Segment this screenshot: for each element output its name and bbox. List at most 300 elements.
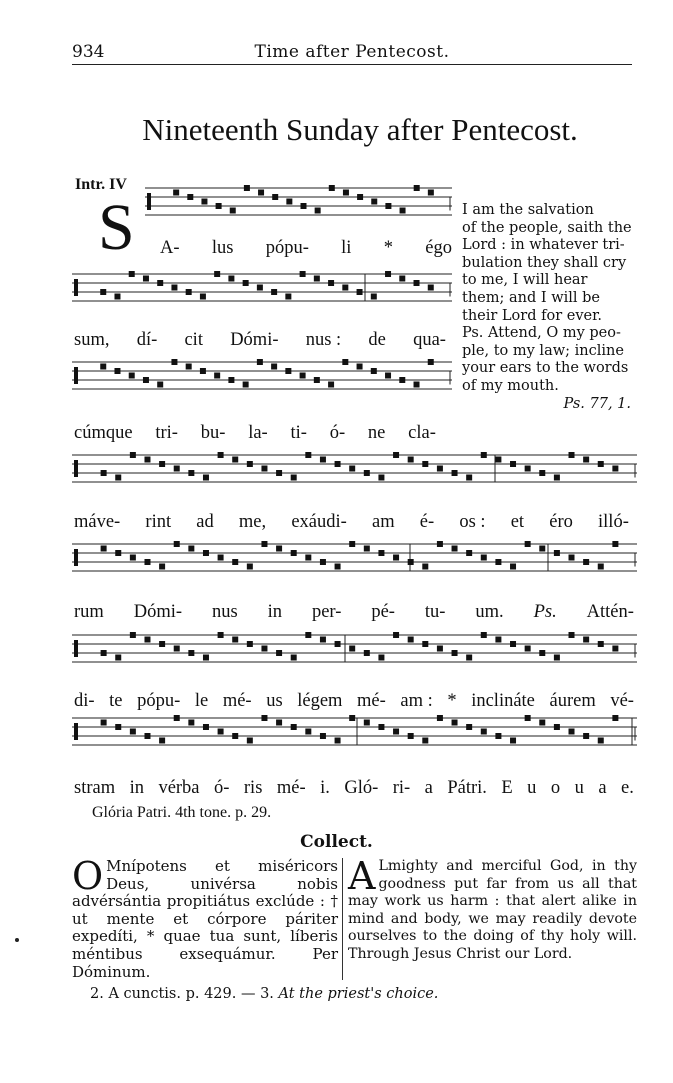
neume-note xyxy=(569,555,575,561)
neume-note xyxy=(437,715,443,721)
lyric-syllable: te xyxy=(109,691,123,711)
neume-note xyxy=(328,280,334,286)
neume-note xyxy=(364,650,370,656)
neume-note xyxy=(159,641,165,647)
lyric-syllable: Ps. xyxy=(533,602,557,622)
neume-note xyxy=(612,466,618,472)
lyric-syllable: sum, xyxy=(74,330,110,350)
neume-note xyxy=(525,541,531,547)
lyric-syllable: rint xyxy=(145,512,172,532)
neume-note xyxy=(510,641,516,647)
neume-note xyxy=(320,457,326,463)
neume-note xyxy=(291,475,297,481)
neume-note xyxy=(173,190,179,196)
neume-note xyxy=(583,733,589,739)
lyric-syllable: am xyxy=(371,512,395,532)
lyric-syllable: mé- xyxy=(276,778,306,798)
neume-note xyxy=(200,368,206,374)
neume-note xyxy=(539,720,545,726)
lyric-syllable: vérba xyxy=(158,778,200,798)
lyric-syllable: inclináte xyxy=(471,691,535,711)
translation-line: ple, to my law; incline xyxy=(462,342,624,359)
footnote-choice: At the priest's choice. xyxy=(278,986,439,1002)
neume-note xyxy=(437,466,443,472)
neume-note xyxy=(414,280,420,286)
neume-note xyxy=(510,738,516,744)
neume-note xyxy=(364,470,370,476)
neume-note xyxy=(612,541,618,547)
lyric-syllable: é- xyxy=(419,512,435,532)
neume-note xyxy=(257,359,263,365)
clef-icon xyxy=(74,367,78,384)
neume-note xyxy=(130,555,136,561)
lyric-syllable: me, xyxy=(238,512,267,532)
lyric-syllable: E xyxy=(501,778,513,798)
neume-note xyxy=(271,364,277,370)
neume-note xyxy=(115,550,121,556)
neume-note xyxy=(243,382,249,388)
translation-line: of the people, saith the xyxy=(462,219,632,236)
neume-note xyxy=(408,457,414,463)
staff-system xyxy=(145,180,462,227)
staff-system xyxy=(72,447,647,494)
neume-note xyxy=(371,294,377,300)
neume-note xyxy=(481,452,487,458)
neume-note xyxy=(291,655,297,661)
neume-note xyxy=(301,203,307,209)
running-head: Time after Pentecost. xyxy=(254,42,450,62)
neume-note xyxy=(349,541,355,547)
lyric-syllable: mé- xyxy=(357,691,386,711)
neume-note xyxy=(408,637,414,643)
neume-note xyxy=(188,650,194,656)
lyric-syllable: nus : xyxy=(305,330,342,350)
neume-note xyxy=(171,285,177,291)
lyric-syllable: ne xyxy=(367,423,386,443)
neume-note xyxy=(276,720,282,726)
neume-note xyxy=(357,364,363,370)
neume-note xyxy=(349,466,355,472)
neume-note xyxy=(258,190,264,196)
neume-note xyxy=(357,289,363,295)
lyric-line xyxy=(74,602,634,623)
neume-note xyxy=(101,470,107,476)
clef-icon xyxy=(147,193,151,210)
neume-note xyxy=(466,724,472,730)
neume-note xyxy=(495,559,501,565)
neume-note xyxy=(554,655,560,661)
neume-note xyxy=(314,276,320,282)
neume-note xyxy=(342,359,348,365)
neume-note xyxy=(320,733,326,739)
neume-note xyxy=(320,637,326,643)
lyric-line xyxy=(74,512,629,533)
neume-note xyxy=(525,715,531,721)
neume-note xyxy=(276,650,282,656)
neume-note xyxy=(349,715,355,721)
neume-note xyxy=(188,546,194,552)
neume-note xyxy=(428,285,434,291)
neume-note xyxy=(115,724,121,730)
collect-latin xyxy=(72,854,338,981)
neume-note xyxy=(428,190,434,196)
lyric-syllable: Dómi- xyxy=(133,602,183,622)
neume-note xyxy=(539,650,545,656)
neume-note xyxy=(276,546,282,552)
lyric-syllable: o xyxy=(550,778,561,798)
neume-note xyxy=(554,475,560,481)
neume-note xyxy=(466,475,472,481)
neume-note xyxy=(452,546,458,552)
lyric-syllable: A- xyxy=(160,238,180,258)
staff-system xyxy=(72,710,647,757)
column-divider xyxy=(342,858,343,980)
neume-note xyxy=(203,475,209,481)
neume-note xyxy=(335,641,341,647)
neume-note xyxy=(349,646,355,652)
lyric-syllable: i. xyxy=(320,778,330,798)
neume-note xyxy=(218,452,224,458)
neume-note xyxy=(130,452,136,458)
neume-note xyxy=(100,364,106,370)
neume-note xyxy=(495,637,501,643)
neume-note xyxy=(598,461,604,467)
lyric-line xyxy=(160,238,452,259)
neume-note xyxy=(393,632,399,638)
translation-line: their Lord for ever. xyxy=(462,307,603,324)
neume-note xyxy=(130,632,136,638)
neume-note xyxy=(201,199,207,205)
neume-note xyxy=(186,364,192,370)
neume-note xyxy=(144,637,150,643)
neume-note xyxy=(320,559,326,565)
neume-note xyxy=(466,655,472,661)
gloria-note: Glória Patri. 4th tone. p. 29. xyxy=(92,804,272,821)
neume-note xyxy=(343,190,349,196)
lyric-syllable: mé- xyxy=(222,691,252,711)
neume-note xyxy=(408,559,414,565)
neume-note xyxy=(305,555,311,561)
neume-note xyxy=(378,655,384,661)
neume-note xyxy=(247,461,253,467)
latin-dropcap: O xyxy=(72,854,104,898)
neume-note xyxy=(144,733,150,739)
staff-system xyxy=(72,536,647,583)
neume-note xyxy=(422,738,428,744)
translation-line: I am the salvation xyxy=(462,202,594,218)
neume-note xyxy=(272,194,278,200)
translation-line: your ears to the words xyxy=(462,360,629,377)
lyric-syllable: égo xyxy=(425,238,452,258)
lyric-line xyxy=(74,330,446,351)
clef-icon xyxy=(74,640,78,657)
lyric-syllable: u xyxy=(527,778,537,798)
lyric-syllable: légem xyxy=(297,691,343,711)
lyric-syllable: di- xyxy=(74,691,95,711)
translation-line: to me, I will hear xyxy=(462,272,588,289)
neume-note xyxy=(232,733,238,739)
collect-english xyxy=(348,854,637,964)
neume-note xyxy=(385,271,391,277)
neume-note xyxy=(203,550,209,556)
neume-note xyxy=(393,729,399,735)
neume-note xyxy=(371,199,377,205)
neume-note xyxy=(510,564,516,570)
lyric-syllable: Dómi- xyxy=(230,330,279,350)
neume-note xyxy=(569,729,575,735)
neume-note xyxy=(378,475,384,481)
lyric-syllable: Attén- xyxy=(586,602,634,622)
neume-note xyxy=(305,632,311,638)
neume-note xyxy=(186,289,192,295)
lyric-line xyxy=(74,691,634,712)
neume-note xyxy=(300,373,306,379)
neume-note xyxy=(144,457,150,463)
neume-note xyxy=(481,555,487,561)
neume-note xyxy=(261,646,267,652)
lyric-syllable: la- xyxy=(248,423,268,443)
neume-note xyxy=(218,555,224,561)
lyric-syllable: tri- xyxy=(155,423,178,443)
neume-note xyxy=(481,729,487,735)
neume-note xyxy=(257,285,263,291)
neume-note xyxy=(228,377,234,383)
staff-system xyxy=(72,627,647,674)
lyric-syllable: nus xyxy=(212,602,238,622)
neume-note xyxy=(157,280,163,286)
neume-note xyxy=(261,466,267,472)
neume-note xyxy=(114,368,120,374)
translation-line: bulation they shall cry xyxy=(462,254,627,271)
neume-note xyxy=(271,289,277,295)
introit-translation xyxy=(462,202,639,413)
neume-note xyxy=(612,715,618,721)
lyric-syllable: ó- xyxy=(214,778,230,798)
neume-note xyxy=(129,271,135,277)
neume-note xyxy=(232,559,238,565)
lyric-syllable: exáudi- xyxy=(291,512,347,532)
lyric-syllable: rum xyxy=(74,602,104,622)
neume-note xyxy=(243,280,249,286)
neume-note xyxy=(371,368,377,374)
clef-icon xyxy=(74,723,78,740)
lyric-syllable: Pátri. xyxy=(447,778,487,798)
lyric-line xyxy=(74,423,436,444)
english-dropcap: A xyxy=(348,854,376,898)
neume-note xyxy=(364,546,370,552)
neume-note xyxy=(174,466,180,472)
page-title: Nineteenth Sunday after Pentecost. xyxy=(142,112,578,147)
neume-note xyxy=(101,720,107,726)
translation-reference: Ps. 77, 1. xyxy=(563,395,631,412)
lyric-syllable: os : xyxy=(459,512,486,532)
neume-note xyxy=(315,208,321,214)
neume-note xyxy=(157,382,163,388)
neume-note xyxy=(612,646,618,652)
neume-note xyxy=(583,637,589,643)
neume-note xyxy=(174,646,180,652)
lyric-syllable: Gló- xyxy=(344,778,379,798)
lyric-syllable: pé- xyxy=(371,602,395,622)
neume-note xyxy=(422,641,428,647)
lyric-line xyxy=(74,778,634,799)
lyric-syllable: per- xyxy=(311,602,342,622)
lyric-syllable: a xyxy=(424,778,433,798)
neume-note xyxy=(232,457,238,463)
lyric-syllable: u xyxy=(574,778,584,798)
clef-icon xyxy=(74,279,78,296)
neume-note xyxy=(100,289,106,295)
lyric-syllable: stram xyxy=(74,778,116,798)
neume-note xyxy=(466,550,472,556)
lyric-syllable: ti- xyxy=(290,423,307,443)
staff-system xyxy=(72,266,462,313)
neume-note xyxy=(130,729,136,735)
lyric-syllable: ri- xyxy=(392,778,411,798)
page-header xyxy=(72,38,632,65)
neume-note xyxy=(525,466,531,472)
neume-note xyxy=(115,655,121,661)
neume-note xyxy=(230,208,236,214)
neume-note xyxy=(342,285,348,291)
translation-line: them; and I will be xyxy=(462,289,600,306)
neume-note xyxy=(305,452,311,458)
lyric-syllable: in xyxy=(129,778,144,798)
neume-note xyxy=(452,470,458,476)
neume-note xyxy=(364,720,370,726)
neume-note xyxy=(569,452,575,458)
neume-note xyxy=(115,475,121,481)
neume-note xyxy=(247,738,253,744)
neume-note xyxy=(214,373,220,379)
neume-note xyxy=(583,559,589,565)
neume-note xyxy=(539,470,545,476)
neume-note xyxy=(300,271,306,277)
lyric-syllable: tu- xyxy=(424,602,446,622)
lyric-syllable: de xyxy=(368,330,386,350)
lyric-syllable: * xyxy=(447,691,457,711)
neume-note xyxy=(393,452,399,458)
neume-note xyxy=(414,382,420,388)
translation-line: Lord : in whatever tri- xyxy=(462,237,625,254)
neume-note xyxy=(422,564,428,570)
lyric-syllable: illó- xyxy=(598,512,629,532)
neume-note xyxy=(203,655,209,661)
lyric-syllable: us xyxy=(266,691,283,711)
neume-note xyxy=(218,729,224,735)
neume-note xyxy=(385,373,391,379)
neume-note xyxy=(385,203,391,209)
english-text: Lmighty and merciful God, in thy goodness put far from us all that may work us harm : that alert alike in mind and body, we may readily devote ourselves to the doing of thy holy will. Through Jesus Christ our Lord. xyxy=(348,858,637,962)
lyric-syllable: cla- xyxy=(408,423,436,443)
translation-line: of my mouth. xyxy=(462,377,559,394)
neume-note xyxy=(452,650,458,656)
neume-note xyxy=(598,564,604,570)
lyric-syllable: qua- xyxy=(413,330,446,350)
neume-note xyxy=(291,550,297,556)
neume-note xyxy=(159,461,165,467)
neume-note xyxy=(159,738,165,744)
neume-note xyxy=(328,382,334,388)
neume-note xyxy=(335,564,341,570)
footnote-refs: 2. A cunctis. p. 429. — 3. xyxy=(90,986,274,1002)
neume-note xyxy=(495,457,501,463)
neume-note xyxy=(335,461,341,467)
page-number: 934 xyxy=(72,42,105,62)
neume-note xyxy=(228,276,234,282)
neume-note xyxy=(218,632,224,638)
neume-note xyxy=(114,294,120,300)
neume-note xyxy=(188,720,194,726)
neume-note xyxy=(244,185,250,191)
neume-note xyxy=(400,208,406,214)
neume-note xyxy=(276,470,282,476)
neume-note xyxy=(378,724,384,730)
lyric-syllable: áurem xyxy=(549,691,596,711)
lyric-syllable: dí- xyxy=(136,330,158,350)
lyric-syllable: um. xyxy=(475,602,504,622)
neume-note xyxy=(399,276,405,282)
latin-text: Mnípotens et miséricors Deus, univérsa nobis advérsántia propitiátus exclúde : † ut mente et córpore páriter expedíti, * quae tua sunt, líberis méntibus exsequámur. Per Dóminum. xyxy=(72,857,338,981)
neume-note xyxy=(539,546,545,552)
translation-line: Ps. Attend, O my peo- xyxy=(462,325,621,342)
neume-note xyxy=(174,715,180,721)
neume-note xyxy=(285,294,291,300)
lyric-syllable: in xyxy=(267,602,283,622)
neume-note xyxy=(143,276,149,282)
lyric-syllable: e. xyxy=(621,778,634,798)
initial-letter: S xyxy=(98,191,135,264)
neume-note xyxy=(414,185,420,191)
neume-note xyxy=(174,541,180,547)
neume-note xyxy=(554,724,560,730)
margin-mark xyxy=(15,938,19,942)
lyric-syllable: et xyxy=(510,512,525,532)
lyric-syllable: am : xyxy=(400,691,433,711)
neume-note xyxy=(261,715,267,721)
neume-note xyxy=(286,199,292,205)
lyric-syllable: le xyxy=(194,691,209,711)
neume-note xyxy=(232,637,238,643)
neume-note xyxy=(422,461,428,467)
neume-note xyxy=(437,541,443,547)
neume-note xyxy=(399,377,405,383)
neume-note xyxy=(393,555,399,561)
neume-note xyxy=(329,185,335,191)
neume-note xyxy=(378,550,384,556)
neume-note xyxy=(188,470,194,476)
neume-note xyxy=(216,203,222,209)
neume-note xyxy=(510,461,516,467)
neume-note xyxy=(437,646,443,652)
lyric-syllable: cúmque xyxy=(74,423,133,443)
staff-system xyxy=(72,354,462,401)
neume-note xyxy=(554,550,560,556)
neume-note xyxy=(203,724,209,730)
collect-heading: Collect. xyxy=(300,832,373,852)
neume-note xyxy=(495,733,501,739)
clef-icon xyxy=(74,549,78,566)
neume-note xyxy=(452,720,458,726)
neume-note xyxy=(598,738,604,744)
neume-note xyxy=(101,546,107,552)
lyric-syllable: * xyxy=(383,238,393,258)
neume-note xyxy=(129,373,135,379)
neume-note xyxy=(598,641,604,647)
neume-note xyxy=(214,271,220,277)
lyric-syllable: ris xyxy=(243,778,263,798)
clef-icon xyxy=(74,460,78,477)
